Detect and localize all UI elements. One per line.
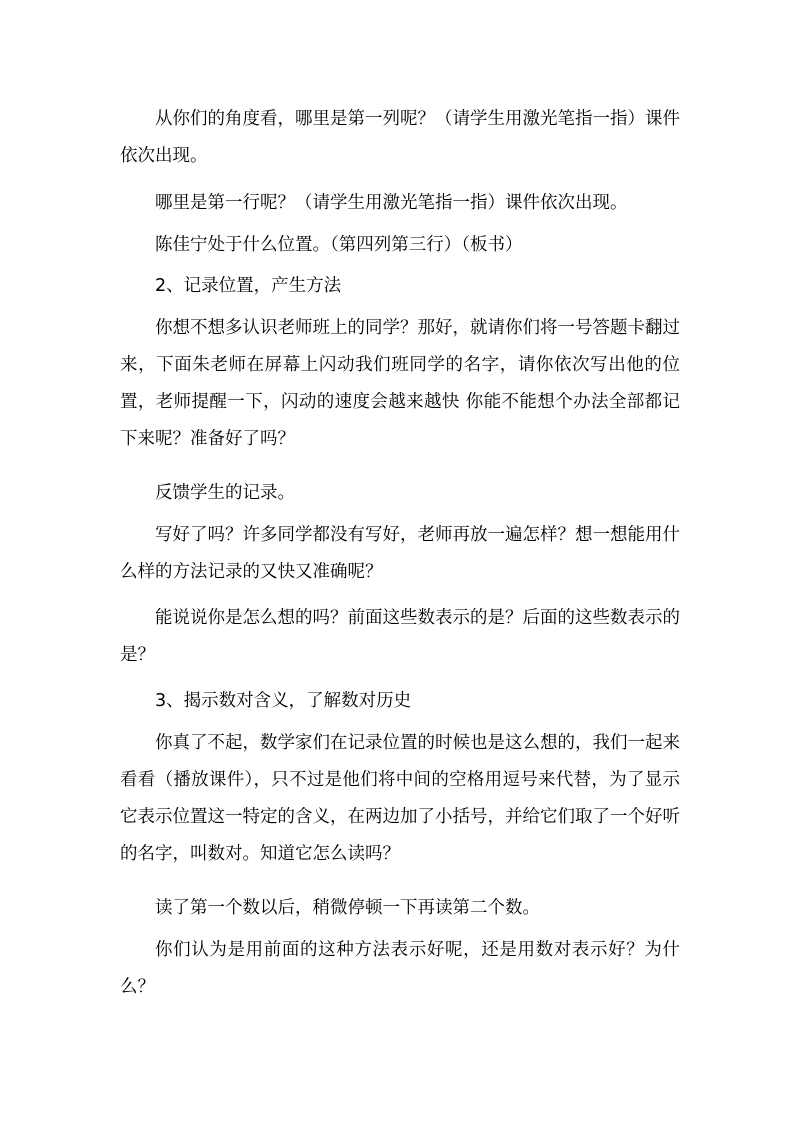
section-heading: 2、记录位置，产生方法 xyxy=(155,276,342,296)
paragraph: 能说说你是怎么想的吗？前面这些数表示的是？后面的这些数表示的是？ xyxy=(120,608,680,665)
paragraph: 从你们的角度看，哪里是第一列呢？（请学生用激光笔指一指）课件依次出现。 xyxy=(120,109,680,166)
paragraph: 陈佳宁处于什么位置。（第四列第三行）（板书） xyxy=(155,235,523,255)
paragraph: 哪里是第一行呢？（请学生用激光笔指一指）课件依次出现。 xyxy=(155,193,628,213)
paragraph: 写好了吗？许多同学都没有写好，老师再放一遍怎样？想一想能用什么样的方法记录的又快又准确呢？ xyxy=(120,525,680,582)
section-heading: 3、揭示数对含义，了解数对历史 xyxy=(155,691,412,711)
paragraph: 你们认为是用前面的这种方法表示好呢，还是用数对表示好？为什么？ xyxy=(120,940,680,997)
paragraph: 你真了不起，数学家们在记录位置的时候也是这么想的，我们一起来看看（播放课件），只不过是他们将中间的空格用逗号来代替，为了显示它表示位置这一特定的含义，在两边加了小括号，并给它们取了一个好听的名字，叫数对。知道它怎么读吗？ xyxy=(120,733,680,864)
paragraph: 读了第一个数以后，稍微停顿一下再读第二个数。 xyxy=(155,898,540,918)
paragraph: 反馈学生的记录。 xyxy=(155,483,295,503)
paragraph: 你想不想多认识老师班上的同学？那好，就请你们将一号答题卡翻过来，下面朱老师在屏幕上闪动我们班同学的名字，请你依次写出他的位置，老师提醒一下，闪动的速度会越来越快 你能不能想个办法全部都记下来呢？准备好了吗？ xyxy=(120,318,680,449)
